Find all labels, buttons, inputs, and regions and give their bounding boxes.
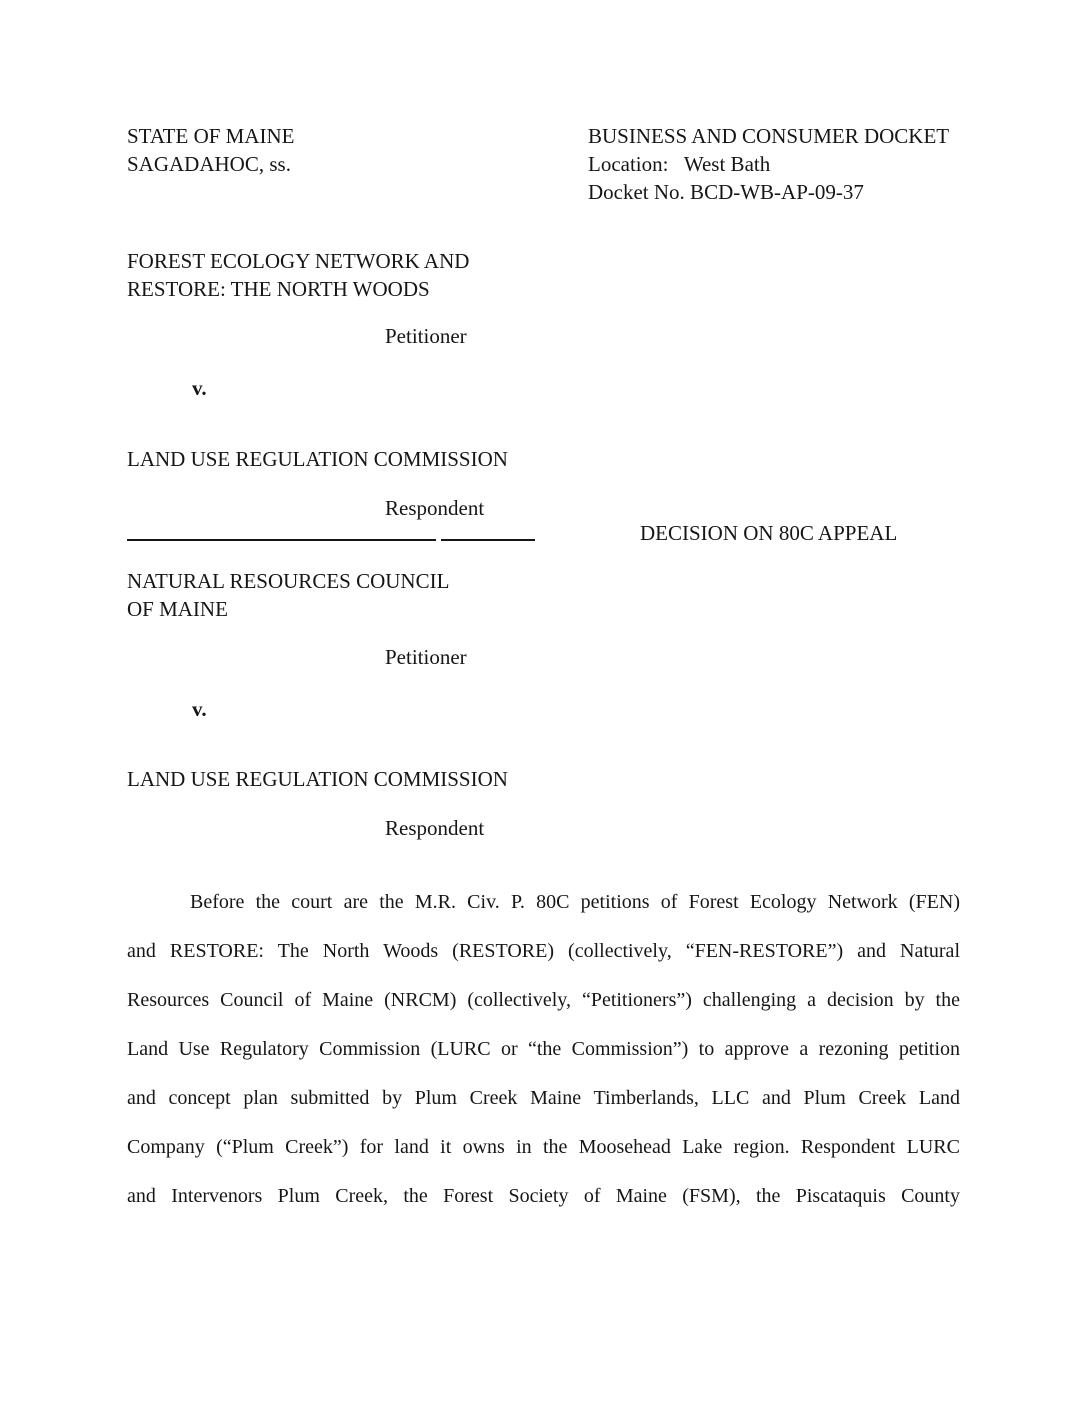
document-content [127, 0, 960, 1221]
petitioner-role-label: Petitioner [385, 645, 467, 669]
county-line: SAGADAHOC, ss. [127, 152, 291, 176]
petitioner-name [127, 247, 960, 303]
respondent-role-label: Respondent [385, 496, 485, 520]
petitioner-name [127, 567, 960, 623]
body-text-line: Company (“Plum Creek”) for land it owns in the Moosehead Lake region. Respondent LURC [127, 1136, 960, 1158]
header-right [588, 122, 949, 206]
respondent-name: LAND USE REGULATION COMMISSION [127, 447, 508, 471]
body-text-line: and concept plan submitted by Plum Creek Maine Timberlands, LLC and Plum Creek Land [127, 1087, 960, 1109]
petitioner-name-line: NATURAL RESOURCES COUNCIL [127, 569, 450, 593]
caption-divider-row [127, 521, 960, 545]
state-line: STATE OF MAINE [127, 124, 295, 148]
body-text-line: Resources Council of Maine (NRCM) (collectively, “Petitioners”) challenging a decision by the [127, 989, 960, 1011]
body-text-line: and RESTORE: The North Woods (RESTORE) (collectively, “FEN-RESTORE”) and Natural [127, 940, 960, 962]
docket-number-line: Docket No. BCD-WB-AP-09-37 [588, 180, 864, 204]
respondent-name: LAND USE REGULATION COMMISSION [127, 767, 508, 791]
respondent-role-label: Respondent [385, 816, 485, 840]
petitioner-name-line: OF MAINE [127, 597, 228, 621]
versus-marker: v. [192, 376, 207, 400]
body-text-line: Land Use Regulatory Commission (LURC or “the Commission”) to approve a rezoning petition [127, 1038, 960, 1060]
location-line: Location: West Bath [588, 152, 771, 176]
court-header [127, 122, 960, 206]
case-caption-two [127, 567, 960, 842]
versus-marker: v. [192, 697, 207, 721]
body-text-line: Before the court are the M.R. Civ. P. 80C petitions of Forest Ecology Network (FEN) [190, 891, 960, 913]
caption-divider-line [127, 539, 535, 541]
header-left [127, 122, 295, 178]
petitioner-name-line: RESTORE: THE NORTH WOODS [127, 277, 430, 301]
petitioner-name-line: FOREST ECOLOGY NETWORK AND [127, 249, 470, 273]
divider-segment [441, 539, 535, 541]
case-caption-one [127, 247, 960, 522]
decision-title: DECISION ON 80C APPEAL [640, 521, 898, 545]
body-text-line: and Intervenors Plum Creek, the Forest Society of Maine (FSM), the Piscataquis County [127, 1185, 960, 1207]
divider-segment [127, 539, 436, 541]
petitioner-role-label: Petitioner [385, 324, 467, 348]
court-name-line: BUSINESS AND CONSUMER DOCKET [588, 124, 950, 148]
body-paragraph [127, 878, 960, 1221]
